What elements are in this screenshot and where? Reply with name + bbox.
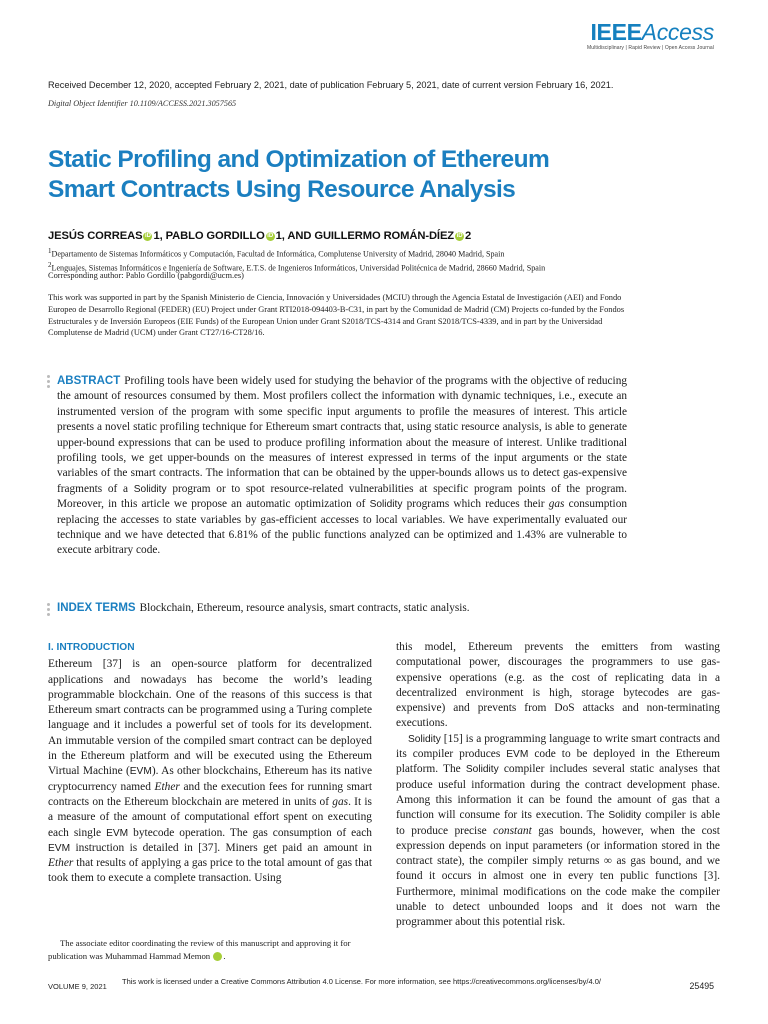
c2-evm1: EVM: [506, 749, 529, 761]
journal-brand: [587, 20, 714, 44]
aff-1-text: Departamento de Sistemas Informáticos y Computación, Facultad de Informática, Complutense University of Madrid, 28040 Madrid, Spain: [51, 249, 505, 259]
c1-t5: bytecode operation. The gas consumption of each: [133, 826, 372, 839]
author-3-sup: 2: [465, 230, 472, 242]
journal-tagline: Multidisciplinary | Rapid Review | Open Access Journal: [587, 45, 714, 51]
volume-label: VOLUME 9, 2021: [48, 982, 107, 991]
c1-t3: and the execution fees for running smart contracts on the Ethereum blockchain are metered in units of: [48, 780, 373, 808]
author-2: , PABLO GORDILLO: [159, 230, 265, 242]
c2-t4: compiler includes several static analyses that produce useful information during the contract development phase. Among this information it can be found the amount of gas that a function will consume for its execution. The: [396, 763, 720, 822]
intro-paragraph-1-cont: this model, Ethereum prevents the emitters from wasting computational power, discourages the programmers to use gas-expensive operations (e.g. as the cost of replicating data in a decentralized environment is high, storage bytecodes are gas-expensive) and prevents from DoS attacks and non-terminating executions.: [396, 641, 720, 730]
aff-2-text: Lenguajes, Sistemas Informáticos e Ingeniería de Software, E.T.S. de Ingenieros Informáticos, Universidad Politécnica de Madrid, 28660 Madrid, Spain: [51, 263, 546, 273]
c2-sol1: Solidity: [408, 733, 441, 745]
affiliation-1: [48, 246, 545, 260]
c1-gas1: gas: [332, 795, 349, 808]
c1-t6: instruction is detailed in [37]. Miners get paid an amount in: [75, 841, 372, 854]
title-line-2: Smart Contracts Using Resource Analysis: [48, 176, 516, 203]
abstract-solidity-1: Solidity: [133, 483, 167, 495]
abstract-marker: [47, 375, 50, 390]
index-terms: [57, 602, 657, 614]
paper-title: [48, 145, 688, 205]
c1-evm1: EVM: [129, 766, 152, 778]
orcid-icon[interactable]: iD: [145, 233, 151, 239]
page-number: 25495: [689, 981, 714, 991]
funding-statement: This work was supported in part by the Spanish Ministerio de Ciencia, Innovación y Universidades (MCIU) through the Agencia Estatal de Investigación (AEI) and Fondo Europeo de Desarrollo Regional (FEDER) (EU) Project under Grant RTI2018-094403-B-C31, in part by the Comunidad de Madrid (CM) Projects co-funded by the Fondos Estructurales y de Inversión Europeos (EIE Funds) of the European Union under Grant S2018/TCS-4314 and Grant S2018/TCS-4339, and in part by the Universidad Complutense de Madrid (UCM) under Grant CT27/16-CT28/16.: [48, 293, 625, 338]
brand-bold: IEEE: [590, 19, 642, 45]
author-1-sup: 1: [153, 230, 160, 242]
author-3: , AND GUILLERMO ROMÁN-DÍEZ: [281, 230, 455, 242]
index-terms-text: Blockchain, Ethereum, resource analysis, smart contracts, static analysis.: [139, 602, 470, 614]
c2-t7: as gas bound, and we found it occurs in almost one in every ten public functions [3]. Furthermore, minimal modifications on the code make the compiler unable to detect unbounded loops and it does not warn the programmer about this potential risk.: [396, 855, 720, 929]
brand-italic: Access: [641, 19, 714, 45]
author-2-sup: 1: [275, 230, 282, 242]
author-1: JESÚS CORREAS: [48, 230, 143, 242]
footnote-end: .: [223, 951, 226, 961]
c1-evm3: EVM: [48, 842, 71, 854]
c2-t2: [15] is a programming language to write smart contracts and its compiler produces: [396, 732, 720, 761]
c1-t2: ). As other blockchains, Ethereum has its native cryptocurrency named: [48, 765, 373, 793]
orcid-icon[interactable]: iD: [267, 233, 274, 239]
orcid-icon[interactable]: iD: [456, 233, 463, 239]
index-terms-marker: [47, 603, 50, 618]
editor-footnote: [48, 937, 372, 963]
footnote-line: The associate editor coordinating the review of this manuscript and approving it for publication was Muhammad Hammad Memon: [48, 938, 351, 961]
author-list: [48, 230, 471, 242]
intro-paragraph-2: [396, 732, 720, 931]
intro-paragraph-1: [48, 657, 372, 886]
c1-t7: that results of applying a gas price to the total amount of gas that took them to execute a complete transaction. Using: [48, 857, 372, 885]
body-column-right: [396, 640, 720, 931]
aff-1-sup: 1: [48, 247, 52, 255]
c1-ether2: Ether: [48, 857, 74, 870]
c2-infinity: ∞: [603, 855, 613, 868]
abstract-text-4: consumption replacing the accesses to state variables by gas-efficient accesses to local variables. We have experimentally evaluated our technique and we have detected that 6.81% of the public functions analyzed can be optimized and 1.43% are vulnerable to execute arbitrary code.: [57, 498, 627, 557]
c2-sol3: Solidity: [608, 810, 642, 822]
abstract-text-1: Profiling tools have been widely used for studying the behavior of the programs with the objective of reducing the amount of resources consumed by them. Most profilers collect the information with dynamic techniques, i.e., execute an instrumented version of the program with some specific input arguments to profile the measures of interest. This article presents a novel static profiling technique for Ethereum smart contracts that, using static resource analysis, is able to generate upper-bound expressions that can be used to produce profiling information about the measure of interest. Unlike traditional profiling tools, we get upper-bounds on the measures of interest expressed in terms of the input arguments or the state variables of the smart contracts. The information that can be obtained by the upper-bounds allows us to detect gas-expensive fragments of a: [57, 375, 627, 495]
abstract-solidity-2: Solidity: [369, 499, 403, 511]
journal-logo: [587, 20, 714, 51]
orcid-icon[interactable]: iD: [213, 952, 222, 961]
c2-t6: gas bounds, however, when the cost expression depends on input parameters (or information stored in the contract state), the compiler simply returns: [396, 824, 720, 868]
abstract-label: ABSTRACT: [57, 375, 121, 387]
section-heading-introduction: I. INTRODUCTION: [48, 642, 135, 653]
abstract-text-2: program or to spot resource-related vulnerabilities at specific program points of the program. Moreover, in this article we propose an automatic optimization of: [57, 482, 628, 511]
aff-2-sup: 2: [48, 261, 52, 270]
c2-t3: code to be deployed in the Ethereum platform. The: [396, 748, 720, 776]
c1-ether1: Ether: [154, 780, 180, 793]
c2-sol2: Solidity: [465, 764, 499, 776]
c2-t5: compiler is able to produce precise: [396, 809, 721, 837]
received-dates: Received December 12, 2020, accepted February 2, 2021, date of publication February 5, 2021, date of current version February 16, 2021.: [48, 80, 614, 90]
c1-t4: . It is a measure of the amount of computational effort spent on executing each single: [48, 795, 372, 839]
c1-evm2: EVM: [106, 827, 129, 839]
corresponding-author: Corresponding author: Pablo Gordillo (pabgordi@ucm.es): [48, 271, 244, 280]
c2-constant: constant: [493, 824, 532, 837]
license-notice: This work is licensed under a Creative Commons Attribution 4.0 License. For more information, see https://creativecommons.org/licenses/by/4.0/: [122, 977, 601, 986]
abstract: [57, 374, 627, 559]
footnote-text: [48, 937, 372, 963]
abstract-gas: gas: [548, 498, 565, 511]
c1-t1: Ethereum [37] is an open-source platform for decentralized applications and nowadays has become the world’s leading programmable blockchain. One of the reasons of this success is that Ethereum smart contracts can be programmed using a Turing complete language and it includes a powerful set of tools for its development. An immutable version of the compiled smart contract can be deployed in the Ethereum platform and will be executed using the Ethereum Virtual Machine (: [48, 658, 372, 778]
index-terms-label: INDEX TERMS: [57, 602, 136, 614]
title-line-1: Static Profiling and Optimization of Ethereum: [48, 146, 550, 173]
body-column-left: [48, 640, 372, 887]
abstract-text-3: programs which reduces their: [406, 498, 545, 511]
doi: Digital Object Identifier 10.1109/ACCESS.2021.3057565: [48, 99, 237, 108]
